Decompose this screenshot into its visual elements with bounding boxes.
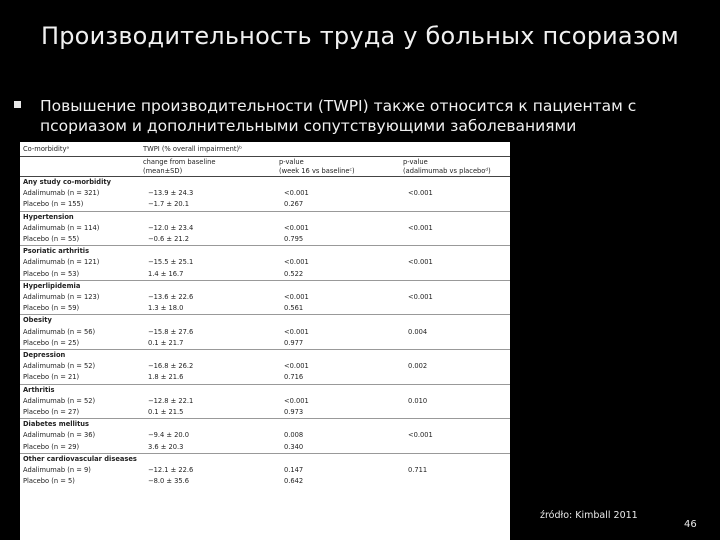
table-group-row xyxy=(20,246,510,258)
pvalue-placebo-cell xyxy=(400,338,510,350)
pvalue-baseline-cell: 0.642 xyxy=(284,477,304,486)
header-change: change from baseline (mean±SD) xyxy=(140,157,276,177)
table-row xyxy=(20,476,510,487)
row-label: Placebo (n = 53) xyxy=(23,269,80,278)
pvalue-placebo-cell: <0.001 xyxy=(408,189,433,198)
change-cell: 1.8 ± 21.6 xyxy=(148,373,184,382)
pvalue-baseline-cell: <0.001 xyxy=(284,223,309,232)
row-label: Adalimumab (n = 52) xyxy=(23,396,96,405)
group-label: Diabetes mellitus xyxy=(20,419,510,431)
change-cell: 0.1 ± 21.5 xyxy=(148,408,184,417)
pvalue-baseline-cell: <0.001 xyxy=(284,327,309,336)
pvalue-placebo-cell: 0.711 xyxy=(408,466,428,475)
change-cell: −15.5 ± 25.1 xyxy=(148,258,194,267)
row-label: Adalimumab (n = 56) xyxy=(23,327,96,336)
change-cell: −16.8 ± 26.2 xyxy=(148,362,194,371)
row-label: Placebo (n = 27) xyxy=(23,408,80,417)
pvalue-baseline-cell: 0.977 xyxy=(284,338,304,347)
table-row xyxy=(20,223,510,234)
pvalue-placebo-cell xyxy=(400,372,510,384)
table-row xyxy=(20,327,510,338)
header-comorbidity: Co-morbidityᵃ xyxy=(20,142,140,157)
row-label: Placebo (n = 29) xyxy=(23,442,80,451)
pvalue-baseline-cell: <0.001 xyxy=(284,189,309,198)
bullet-text: Повышение производительности (TWPI) также относится к пациентам с псориазом и дополнительными сопутствующими заболеваниями xyxy=(40,97,637,135)
pvalue-baseline-cell: 0.522 xyxy=(284,269,304,278)
change-cell: −15.8 ± 27.6 xyxy=(148,327,194,336)
row-label: Placebo (n = 25) xyxy=(23,338,80,347)
table-row xyxy=(20,407,510,419)
pvalue-placebo-cell xyxy=(400,269,510,281)
table-group-row xyxy=(20,177,510,189)
row-label: Adalimumab (n = 9) xyxy=(23,466,91,475)
change-cell: −12.1 ± 22.6 xyxy=(148,466,194,475)
pvalue-baseline-cell: 0.147 xyxy=(284,466,304,475)
pvalue-baseline-cell: <0.001 xyxy=(284,258,309,267)
change-cell: −12.8 ± 22.1 xyxy=(148,396,194,405)
row-label: Adalimumab (n = 121) xyxy=(23,258,100,267)
group-label: Hyperlipidemia xyxy=(20,280,510,292)
pvalue-baseline-cell: <0.001 xyxy=(284,362,309,371)
row-label: Placebo (n = 5) xyxy=(23,477,75,486)
change-cell: −12.0 ± 23.4 xyxy=(148,223,194,232)
pvalue-baseline-cell: 0.716 xyxy=(284,373,304,382)
change-cell: 3.6 ± 20.3 xyxy=(148,442,184,451)
change-cell: −0.6 ± 21.2 xyxy=(148,235,189,244)
group-label: Hypertension xyxy=(20,211,510,223)
pvalue-placebo-cell xyxy=(400,303,510,315)
group-label: Any study co-morbidity xyxy=(20,177,510,189)
group-label: Depression xyxy=(20,350,510,362)
pvalue-placebo-cell xyxy=(400,476,510,487)
table-row xyxy=(20,361,510,372)
pvalue-placebo-cell: <0.001 xyxy=(408,293,433,302)
row-label: Placebo (n = 55) xyxy=(23,235,80,244)
change-cell: 0.1 ± 21.7 xyxy=(148,338,184,347)
pvalue-baseline-cell: 0.340 xyxy=(284,442,304,451)
change-cell: −1.7 ± 20.1 xyxy=(148,200,189,209)
row-label: Placebo (n = 59) xyxy=(23,304,80,313)
pvalue-placebo-cell: <0.001 xyxy=(408,223,433,232)
pvalue-baseline-cell: 0.008 xyxy=(284,431,304,440)
group-label: Obesity xyxy=(20,315,510,327)
header-twpi: TWPI (% overall impairment)ᵇ xyxy=(140,142,510,157)
change-cell: −9.4 ± 20.0 xyxy=(148,431,189,440)
row-label: Placebo (n = 155) xyxy=(23,200,84,209)
source-citation: źródło: Kimball 2011 xyxy=(540,510,638,521)
change-cell: −8.0 ± 35.6 xyxy=(148,477,189,486)
group-label: Arthritis xyxy=(20,384,510,396)
pvalue-baseline-cell: <0.001 xyxy=(284,396,309,405)
table-group-row xyxy=(20,384,510,396)
pvalue-placebo-cell: 0.010 xyxy=(408,396,428,405)
pvalue-placebo-cell xyxy=(400,234,510,246)
row-label: Adalimumab (n = 36) xyxy=(23,431,96,440)
pvalue-placebo-cell: 0.004 xyxy=(408,327,428,336)
table-row xyxy=(20,188,510,199)
group-label: Psoriatic arthritis xyxy=(20,246,510,258)
table-row xyxy=(20,396,510,407)
table-row xyxy=(20,465,510,476)
pvalue-placebo-cell xyxy=(400,442,510,454)
table-row xyxy=(20,257,510,268)
pvalue-baseline-cell: 0.973 xyxy=(284,408,304,417)
pvalue-placebo-cell xyxy=(400,199,510,211)
table-row xyxy=(20,442,510,454)
pvalue-placebo-cell xyxy=(400,407,510,419)
table-group-row xyxy=(20,419,510,431)
table-group-row xyxy=(20,315,510,327)
comorbidity-table xyxy=(20,142,510,487)
pvalue-baseline-cell: 0.267 xyxy=(284,200,304,209)
row-label: Placebo (n = 21) xyxy=(23,373,80,382)
header-pvalue-placebo: p-value (adalimumab vs placeboᵈ) xyxy=(400,157,510,177)
row-label: Adalimumab (n = 52) xyxy=(23,362,96,371)
table-row xyxy=(20,292,510,303)
table-group-row xyxy=(20,211,510,223)
table-row xyxy=(20,430,510,441)
table-row xyxy=(20,338,510,350)
change-cell: −13.6 ± 22.6 xyxy=(148,293,194,302)
table-header-row xyxy=(20,142,510,157)
pvalue-baseline-cell: <0.001 xyxy=(284,293,309,302)
change-cell: 1.4 ± 16.7 xyxy=(148,269,184,278)
table-group-row xyxy=(20,453,510,465)
header-pvalue-baseline: p-value (week 16 vs baselineᶜ) xyxy=(276,157,400,177)
row-label: Adalimumab (n = 321) xyxy=(23,189,100,198)
change-cell: −13.9 ± 24.3 xyxy=(148,189,194,198)
table-row xyxy=(20,269,510,281)
group-label: Other cardiovascular diseases xyxy=(20,453,510,465)
comorbidity-table-image xyxy=(20,142,510,540)
table-row xyxy=(20,303,510,315)
pvalue-placebo-cell: <0.001 xyxy=(408,258,433,267)
pvalue-baseline-cell: 0.795 xyxy=(284,235,304,244)
change-cell: 1.3 ± 18.0 xyxy=(148,304,184,313)
pvalue-baseline-cell: 0.561 xyxy=(284,304,304,313)
table-row xyxy=(20,234,510,246)
page-number: 46 xyxy=(684,519,697,530)
table-group-row xyxy=(20,350,510,362)
table-group-row xyxy=(20,280,510,292)
pvalue-placebo-cell: <0.001 xyxy=(408,431,433,440)
table-row xyxy=(20,372,510,384)
slide-title: Производительность труда у больных псориазом xyxy=(41,22,679,50)
square-bullet-icon xyxy=(14,101,21,108)
pvalue-placebo-cell: 0.002 xyxy=(408,362,428,371)
table-subheader-row xyxy=(20,157,510,177)
row-label: Adalimumab (n = 123) xyxy=(23,293,100,302)
row-label: Adalimumab (n = 114) xyxy=(23,223,100,232)
table-row xyxy=(20,199,510,211)
